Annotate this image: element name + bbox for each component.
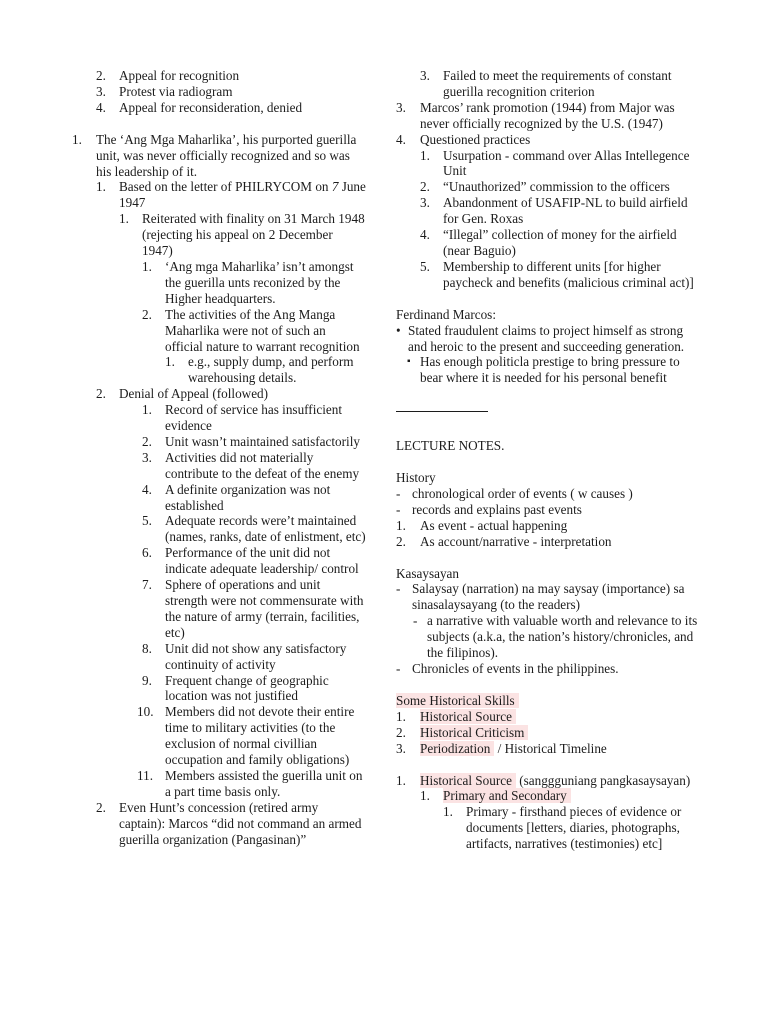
- dash-icon: -: [396, 501, 401, 517]
- right-column: [396, 68, 702, 852]
- list-text: Adequate records were’t maintained (names, ranks, date of enlistment, etc): [165, 513, 366, 545]
- highlighted-text: Periodization: [420, 741, 494, 756]
- list-item: [66, 132, 366, 180]
- bullet-text: Stated fraudulent claims to project himself as strong and heroic to the present and succeeding generation.: [408, 322, 685, 354]
- highlighted-text: Historical Source: [420, 709, 516, 724]
- list-text: [420, 773, 702, 789]
- list-text: Even Hunt’s concession (retired army captain): Marcos “did not command an armed guerilla organization (Pangasinan)”: [119, 799, 362, 847]
- list-number: 4.: [420, 227, 430, 243]
- list-item: [396, 68, 702, 100]
- highlighted-text: Primary and Secondary: [443, 788, 571, 803]
- list-item: [396, 518, 702, 534]
- list-text: Unit wasn’t maintained satisfactorily: [165, 433, 360, 449]
- list-item: [66, 259, 366, 307]
- text-part-italic: 7: [331, 179, 339, 195]
- list-number: 2.: [396, 724, 406, 740]
- list-item: [396, 788, 702, 804]
- list-item: [66, 577, 366, 641]
- list-item: [396, 709, 702, 725]
- list-text: Performance of the unit did not indicate adequate leadership/ control: [165, 545, 359, 577]
- text-part: June 1947: [119, 179, 366, 211]
- list-number: 1.: [72, 131, 82, 147]
- list-item: [66, 402, 366, 434]
- list-number: 3.: [420, 195, 430, 211]
- highlighted-text: Historical Source: [420, 773, 516, 788]
- list-text: [443, 788, 702, 804]
- list-item: [66, 211, 366, 259]
- list-item: [66, 354, 366, 386]
- list-text: Membership to different units [for higher paycheck and benefits (malicious criminal act)]: [443, 258, 694, 290]
- list-item: [66, 482, 366, 514]
- list-number: 1.: [420, 788, 430, 804]
- list-number: 10.: [137, 704, 154, 720]
- list-number: 8.: [142, 640, 152, 656]
- list-text: ‘Ang mga Maharlika’ isn’t amongst the guerilla unts reconized by the Higher headquarters.: [165, 258, 354, 306]
- list-text: Denial of Appeal (followed): [119, 386, 269, 402]
- list-item: [396, 148, 702, 180]
- list-text: Protest via radiogram: [119, 83, 233, 99]
- list-item: [66, 768, 366, 800]
- list-number: 2.: [420, 179, 430, 195]
- list-number: 3.: [420, 68, 430, 83]
- list-number: 2.: [142, 306, 152, 322]
- text-part: / Historical Timeline: [494, 740, 607, 756]
- list-number: 2.: [96, 386, 106, 402]
- dash-icon: -: [396, 581, 401, 597]
- dash-icon: -: [396, 661, 401, 676]
- list-item: [66, 179, 366, 211]
- list-text: Marcos’ rank promotion (1944) from Major was never officially recognized by the U.S. (1947): [420, 99, 675, 131]
- list-number: 5.: [420, 258, 430, 274]
- dash-icon: -: [413, 613, 418, 629]
- dash-item: [396, 502, 702, 518]
- list-text: As account/narrative - interpretation: [420, 533, 612, 549]
- section-heading: LECTURE NOTES.: [396, 438, 505, 454]
- left-column: [66, 68, 366, 848]
- list-text: The activities of the Ang Manga Maharlika were not of such an official nature to warrant recognition: [165, 306, 360, 354]
- list-text: “Unauthorized” commission to the officers: [443, 179, 670, 195]
- list-item: [396, 132, 702, 148]
- text-part: Based on the letter of PHILRYCOM on: [119, 179, 332, 195]
- section-heading: Ferdinand Marcos:: [396, 306, 496, 322]
- list-item: [396, 259, 702, 291]
- list-number: 1.: [443, 804, 453, 820]
- list-number: 6.: [142, 545, 152, 561]
- list-item: [396, 773, 702, 789]
- list-number: 2.: [96, 68, 106, 83]
- list-text: Members assisted the guerilla unit on a part time basis only.: [165, 767, 363, 799]
- list-text: [420, 741, 702, 757]
- list-text: Activities did not materially contribute to the defeat of the enemy: [165, 449, 360, 481]
- list-item: [66, 386, 366, 402]
- dash-text: Salaysay (narration) na may saysay (importance) sa sinasalaysayang (to the readers): [412, 581, 685, 613]
- list-number: 1.: [96, 179, 106, 195]
- bullet-item: [396, 323, 702, 355]
- bullet-text: Has enough politicla prestige to bring pressure to bear where it is needed for his personal benefit: [420, 354, 680, 386]
- list-number: 4.: [142, 481, 152, 497]
- list-item: [66, 100, 366, 116]
- list-item: [66, 513, 366, 545]
- dash-item: [396, 613, 702, 661]
- section-heading: [396, 693, 702, 709]
- dash-item: [396, 486, 702, 502]
- list-number: 1.: [142, 258, 152, 274]
- list-text: [420, 725, 702, 741]
- list-text: Questioned practices: [420, 131, 531, 147]
- list-number: 3.: [96, 83, 106, 99]
- list-number: 7.: [142, 577, 152, 593]
- list-text: [119, 179, 366, 211]
- list-text: Failed to meet the requirements of constant guerilla recognition criterion: [443, 68, 672, 99]
- list-number: 4.: [396, 131, 406, 147]
- list-item: [66, 68, 366, 84]
- list-text: A definite organization was not established: [165, 481, 331, 513]
- list-item: [66, 545, 366, 577]
- list-number: 1.: [396, 517, 406, 533]
- list-number: 9.: [142, 672, 152, 688]
- list-number: 1.: [396, 708, 406, 724]
- list-number: 3.: [142, 449, 152, 465]
- list-text: Usurpation - command over Allas Intellegence Unit: [443, 147, 690, 179]
- list-item: [66, 84, 366, 100]
- dash-text: a narrative with valuable worth and relevance to its subjects (a.k.a, the nation’s history/chronicles, and the filipinos).: [427, 613, 698, 661]
- list-number: 2.: [142, 433, 152, 449]
- list-number: 3.: [396, 99, 406, 115]
- list-item: [66, 704, 366, 768]
- list-item: [396, 741, 702, 757]
- dash-icon: -: [396, 485, 401, 501]
- bullet-icon: •: [396, 322, 401, 338]
- dash-text: records and explains past events: [412, 501, 582, 517]
- list-text: Frequent change of geographic location was not justified: [165, 672, 329, 704]
- dash-item: [396, 581, 702, 613]
- list-number: 1.: [165, 354, 175, 370]
- list-item: [66, 641, 366, 673]
- bullet-item: [396, 354, 702, 386]
- list-text: “Illegal” collection of money for the airfield (near Baguio): [443, 227, 677, 258]
- list-text: Sphere of operations and unit strength were not commensurate with the nature of army (terrain, facilities, etc): [165, 577, 364, 640]
- dash-item: [396, 661, 702, 677]
- list-item: [396, 179, 702, 195]
- highlighted-text: Some Historical Skills: [396, 693, 519, 708]
- list-text: [420, 709, 702, 725]
- section-divider: [396, 400, 702, 416]
- list-item: [396, 725, 702, 741]
- list-number: 1.: [420, 147, 430, 163]
- list-text: Primary - firsthand pieces of evidence or documents [letters, diaries, photographs, artifacts, narratives (testimonies) etc]: [466, 804, 682, 852]
- list-text: Record of service has insufficient evidence: [165, 402, 342, 434]
- list-number: 1.: [142, 402, 152, 418]
- list-number: 2.: [96, 799, 106, 815]
- list-text: Abandonment of USAFIP-NL to build airfield for Gen. Roxas: [443, 195, 688, 227]
- list-number: 2.: [396, 533, 406, 549]
- section-heading: History: [396, 470, 436, 486]
- section-heading: Kasaysayan: [396, 565, 459, 581]
- list-text: Reiterated with finality on 31 March 1948 (rejecting his appeal on 2 December 1947): [142, 211, 365, 259]
- text-part: (sanggguniang pangkasaysayan): [515, 772, 691, 788]
- list-text: e.g., supply dump, and perform warehousing details.: [188, 354, 354, 386]
- list-item: [66, 800, 366, 848]
- list-text: Appeal for reconsideration, denied: [119, 99, 303, 115]
- highlighted-text: Historical Criticism: [420, 725, 528, 740]
- list-text: Members did not devote their entire time to military activities (to the exclusion of normal civillian occupation and family obligations): [165, 704, 355, 768]
- list-number: 4.: [96, 99, 106, 115]
- list-text: Appeal for recognition: [119, 68, 240, 83]
- list-item: [66, 307, 366, 355]
- list-number: 1.: [119, 211, 129, 227]
- list-text: The ‘Ang Mga Maharlika’, his purported guerilla unit, was never officially recognized and so was his leadership of it.: [96, 131, 357, 179]
- list-number: 1.: [396, 772, 406, 788]
- list-item: [66, 434, 366, 450]
- list-item: [66, 673, 366, 705]
- list-number: 11.: [137, 767, 153, 783]
- list-item: [396, 534, 702, 550]
- list-text: Unit did not show any satisfactory continuity of activity: [165, 640, 347, 672]
- list-item: [396, 227, 702, 259]
- list-number: 3.: [396, 740, 406, 756]
- dash-text: chronological order of events ( w causes ): [412, 485, 633, 501]
- list-item: [396, 804, 702, 852]
- list-text: As event - actual happening: [420, 517, 568, 533]
- dash-text: Chronicles of events in the philippines.: [412, 661, 619, 676]
- list-item: [396, 195, 702, 227]
- list-number: 5.: [142, 513, 152, 529]
- list-item: [66, 450, 366, 482]
- list-item: [396, 100, 702, 132]
- square-bullet-icon: ▪: [407, 356, 411, 368]
